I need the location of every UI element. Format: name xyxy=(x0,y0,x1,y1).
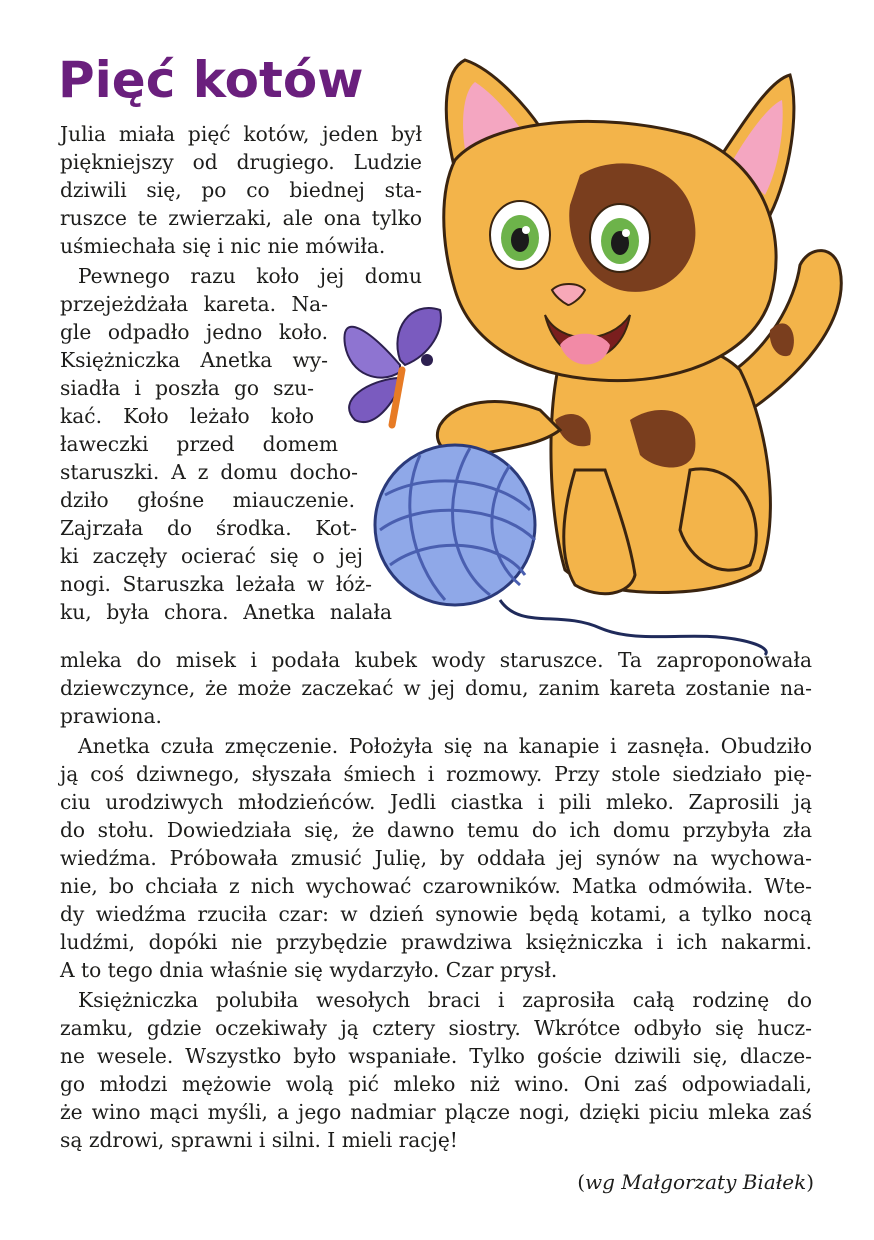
text-line: Księżniczka polubiła wesołych braci i zaprosiła całą rodzinę do xyxy=(78,988,812,1012)
page-title: Pięć kotów xyxy=(58,51,364,109)
attribution-close: ) xyxy=(806,1170,814,1194)
text-line: do stołu. Dowiedziała się, że dawno temu do ich domu przybyła zła xyxy=(60,818,812,842)
text-line: ławeczki przed domem xyxy=(60,432,338,456)
attribution xyxy=(577,1168,814,1196)
attribution-open: ( xyxy=(577,1170,585,1194)
text-line: Księżniczka Anetka wy- xyxy=(60,348,328,372)
text-line: dziło głośne miauczenie. xyxy=(60,488,355,512)
attribution-author: Małgorzaty Białek xyxy=(621,1170,807,1194)
text-line: przejeżdżała kareta. Na- xyxy=(60,292,328,316)
text-line: nie, bo chciała z nich wychować czarowników. Matka odmówiła. Wte- xyxy=(60,874,812,898)
text-line: dy wiedźma rzuciła czar: w dzień synowie będą kotami, a tylko nocą xyxy=(60,902,812,926)
text-line: ki zaczęły ocierać się o jej xyxy=(60,544,363,568)
text-line: ruszce te zwierzaki, ale ona tylko xyxy=(60,206,422,230)
text-line: piękniejszy od drugiego. Ludzie xyxy=(60,150,422,174)
text-line: mleka do misek i podała kubek wody staruszce. Ta zaproponowała xyxy=(60,648,812,672)
text-line: go młodzi mężowie wolą pić mleko niż wino. Oni zaś odpowiadali, xyxy=(60,1072,812,1096)
text-line: Anetka czuła zmęczenie. Położyła się na kanapie i zasnęła. Obudziło xyxy=(78,734,812,758)
text-line: staruszki. A z domu docho- xyxy=(60,460,358,484)
text-line: Pewnego razu koło jej domu xyxy=(78,264,422,288)
text-line: ciu urodziwych młodzieńców. Jedli ciastka i pili mleko. Zaprosili ją xyxy=(60,790,812,814)
text-line: ku, była chora. Anetka nalała xyxy=(60,600,392,624)
yarn-ball-icon xyxy=(375,445,535,605)
butterfly-icon xyxy=(344,308,441,425)
text-line: ne wesele. Wszystko było wspaniałe. Tylko goście dziwili się, dlacze- xyxy=(60,1044,812,1068)
text-line: kać. Koło leżało koło xyxy=(60,404,314,428)
text-line: dziewczynce, że może zaczekać w jej domu, zanim kareta zostanie na- xyxy=(60,676,812,700)
text-line: dziwili się, po co biednej sta- xyxy=(60,178,422,202)
text-line: Julia miała pięć kotów, jeden był xyxy=(60,122,422,146)
text-line: ją coś dziwnego, słyszała śmiech i rozmowy. Przy stole siedziało pię- xyxy=(60,762,812,786)
text-line: wiedźma. Próbowała zmusić Julię, by oddała jej synów na wychowa- xyxy=(60,846,812,870)
text-line: prawiona. xyxy=(60,704,162,728)
text-line: ludźmi, dopóki nie przybędzie prawdziwa księżniczka i ich nakarmi. xyxy=(60,930,812,954)
text-line: że wino mąci myśli, a jego nadmiar plącze nogi, dzięki piciu mleka zaś xyxy=(60,1100,812,1124)
text-line: siadła i poszła go szu- xyxy=(60,376,314,400)
text-line: nogi. Staruszka leżała w łóż- xyxy=(60,572,372,596)
text-line: Zajrzała do środka. Kot- xyxy=(60,516,357,540)
text-line: są zdrowi, sprawni i silni. I mieli rację! xyxy=(60,1128,458,1152)
text-line: uśmiechała się i nic nie mówiła. xyxy=(60,234,386,258)
attribution-prefix: wg xyxy=(585,1170,615,1194)
text-line: A to tego dnia właśnie się wydarzyło. Czar prysł. xyxy=(60,958,558,982)
text-line: zamku, gdzie oczekiwały ją cztery siostry. Wkrótce odbyło się hucz- xyxy=(60,1016,812,1040)
text-line: gle odpadło jedno koło. xyxy=(60,320,328,344)
